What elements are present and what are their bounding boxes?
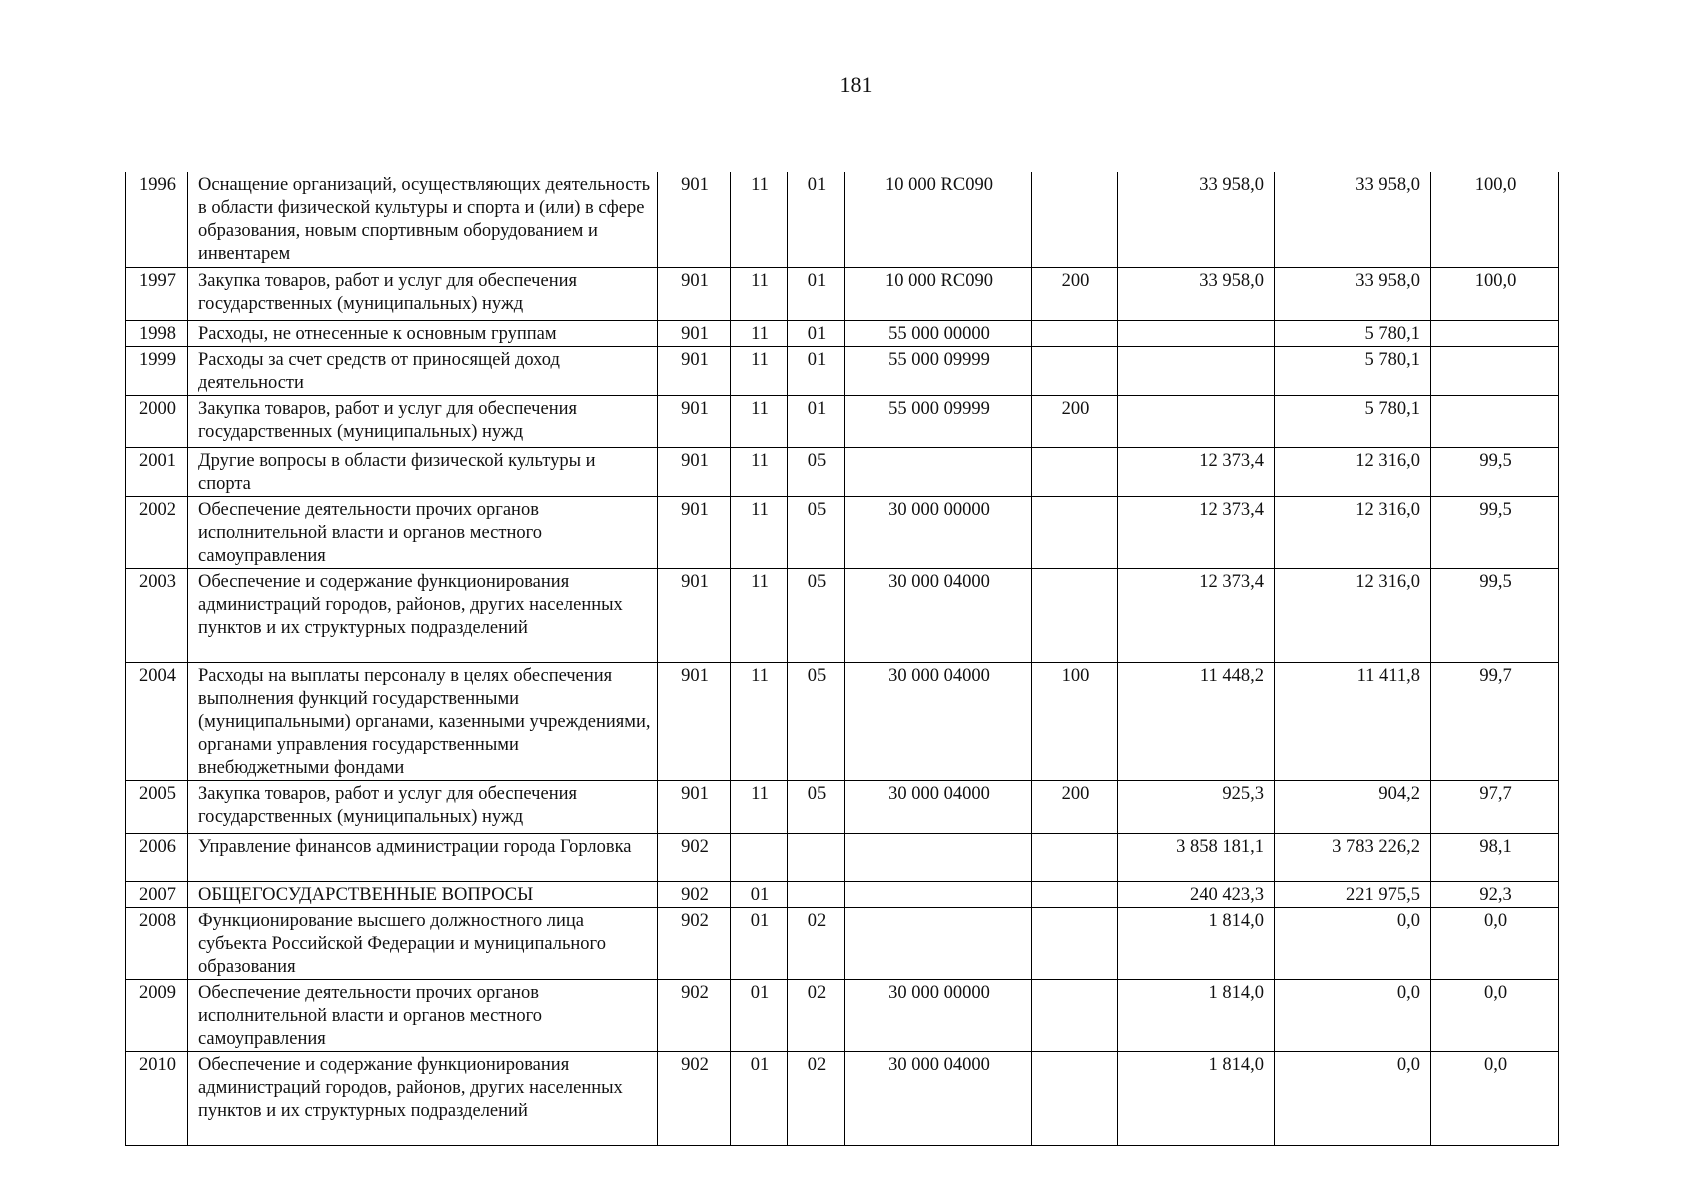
execution-percent-cell: 99,5 bbox=[1431, 447, 1559, 496]
planned-amount-cell: 3 858 181,1 bbox=[1118, 833, 1275, 881]
table-body bbox=[126, 172, 1559, 1145]
table-row bbox=[126, 320, 1559, 346]
actual-amount-cell: 12 316,0 bbox=[1275, 568, 1431, 662]
section-code-cell: 11 bbox=[731, 320, 788, 346]
target-article-cell: 10 000 RC090 bbox=[845, 267, 1032, 320]
actual-amount-cell: 221 975,5 bbox=[1275, 881, 1431, 907]
row-name-cell: Расходы за счет средств от приносящей доход деятельности bbox=[188, 346, 658, 395]
target-article-cell: 30 000 04000 bbox=[845, 1051, 1032, 1145]
table-row bbox=[126, 447, 1559, 496]
table-row bbox=[126, 172, 1559, 267]
expense-type-cell bbox=[1032, 881, 1118, 907]
expense-type-cell: 100 bbox=[1032, 662, 1118, 780]
execution-percent-cell: 0,0 bbox=[1431, 907, 1559, 979]
row-number-cell: 2010 bbox=[126, 1051, 188, 1145]
subsection-code-cell bbox=[788, 833, 845, 881]
planned-amount-cell: 12 373,4 bbox=[1118, 496, 1275, 568]
expense-type-cell bbox=[1032, 568, 1118, 662]
execution-percent-cell: 97,7 bbox=[1431, 780, 1559, 833]
row-number-cell: 1997 bbox=[126, 267, 188, 320]
row-number-cell: 2006 bbox=[126, 833, 188, 881]
table-row bbox=[126, 267, 1559, 320]
section-code-cell: 11 bbox=[731, 447, 788, 496]
row-name-cell: Функционирование высшего должностного лица субъекта Российской Федерации и муниципального образования bbox=[188, 907, 658, 979]
table-row bbox=[126, 979, 1559, 1051]
ved-code-cell: 902 bbox=[658, 907, 731, 979]
section-code-cell: 11 bbox=[731, 346, 788, 395]
row-name-cell: Обеспечение и содержание функционирования администраций городов, районов, других населенных пунктов и их структурных подразделений bbox=[188, 568, 658, 662]
row-name-cell: ОБЩЕГОСУДАРСТВЕННЫЕ ВОПРОСЫ bbox=[188, 881, 658, 907]
row-number-cell: 2001 bbox=[126, 447, 188, 496]
row-name-cell: Обеспечение и содержание функционирования администраций городов, районов, других населенных пунктов и их структурных подразделений bbox=[188, 1051, 658, 1145]
ved-code-cell: 901 bbox=[658, 172, 731, 267]
actual-amount-cell: 0,0 bbox=[1275, 979, 1431, 1051]
row-name-cell: Другие вопросы в области физической культуры и спорта bbox=[188, 447, 658, 496]
execution-percent-cell bbox=[1431, 395, 1559, 447]
actual-amount-cell: 0,0 bbox=[1275, 1051, 1431, 1145]
subsection-code-cell: 02 bbox=[788, 979, 845, 1051]
subsection-code-cell bbox=[788, 881, 845, 907]
execution-percent-cell: 0,0 bbox=[1431, 979, 1559, 1051]
expense-type-cell bbox=[1032, 833, 1118, 881]
execution-percent-cell bbox=[1431, 346, 1559, 395]
target-article-cell: 30 000 00000 bbox=[845, 496, 1032, 568]
table-row bbox=[126, 496, 1559, 568]
actual-amount-cell: 33 958,0 bbox=[1275, 267, 1431, 320]
section-code-cell: 11 bbox=[731, 267, 788, 320]
subsection-code-cell: 05 bbox=[788, 662, 845, 780]
ved-code-cell: 901 bbox=[658, 662, 731, 780]
table-row bbox=[126, 907, 1559, 979]
planned-amount-cell: 240 423,3 bbox=[1118, 881, 1275, 907]
subsection-code-cell: 02 bbox=[788, 907, 845, 979]
row-name-cell: Расходы на выплаты персоналу в целях обеспечения выполнения функций государственными (муниципальными) органами, казенными учреждениями, органами управления государственными внебюджетными фондами bbox=[188, 662, 658, 780]
table-row bbox=[126, 346, 1559, 395]
expense-type-cell bbox=[1032, 346, 1118, 395]
table-row bbox=[126, 662, 1559, 780]
row-name-cell: Оснащение организаций, осуществляющих деятельность в области физической культуры и спорта и (или) в сфере образования, новым спортивным оборудованием и инвентарем bbox=[188, 172, 658, 267]
row-number-cell: 2009 bbox=[126, 979, 188, 1051]
subsection-code-cell: 05 bbox=[788, 780, 845, 833]
planned-amount-cell: 1 814,0 bbox=[1118, 907, 1275, 979]
row-name-cell: Закупка товаров, работ и услуг для обеспечения государственных (муниципальных) нужд bbox=[188, 395, 658, 447]
section-code-cell: 01 bbox=[731, 1051, 788, 1145]
ved-code-cell: 901 bbox=[658, 346, 731, 395]
execution-percent-cell: 98,1 bbox=[1431, 833, 1559, 881]
execution-percent-cell: 92,3 bbox=[1431, 881, 1559, 907]
table-row bbox=[126, 568, 1559, 662]
planned-amount-cell bbox=[1118, 395, 1275, 447]
ved-code-cell: 902 bbox=[658, 979, 731, 1051]
subsection-code-cell: 01 bbox=[788, 267, 845, 320]
actual-amount-cell: 33 958,0 bbox=[1275, 172, 1431, 267]
table-row bbox=[126, 1051, 1559, 1145]
subsection-code-cell: 02 bbox=[788, 1051, 845, 1145]
row-number-cell: 2008 bbox=[126, 907, 188, 979]
target-article-cell: 55 000 09999 bbox=[845, 395, 1032, 447]
expense-type-cell bbox=[1032, 172, 1118, 267]
row-number-cell: 1998 bbox=[126, 320, 188, 346]
target-article-cell: 10 000 RC090 bbox=[845, 172, 1032, 267]
row-name-cell: Обеспечение деятельности прочих органов исполнительной власти и органов местного самоуправления bbox=[188, 979, 658, 1051]
planned-amount-cell: 925,3 bbox=[1118, 780, 1275, 833]
target-article-cell bbox=[845, 881, 1032, 907]
target-article-cell bbox=[845, 447, 1032, 496]
section-code-cell: 11 bbox=[731, 662, 788, 780]
execution-percent-cell: 99,7 bbox=[1431, 662, 1559, 780]
planned-amount-cell bbox=[1118, 320, 1275, 346]
expense-type-cell bbox=[1032, 907, 1118, 979]
page-number: 181 bbox=[839, 72, 873, 97]
subsection-code-cell: 01 bbox=[788, 346, 845, 395]
planned-amount-cell bbox=[1118, 346, 1275, 395]
expense-type-cell bbox=[1032, 1051, 1118, 1145]
planned-amount-cell: 33 958,0 bbox=[1118, 267, 1275, 320]
ved-code-cell: 901 bbox=[658, 780, 731, 833]
execution-percent-cell: 0,0 bbox=[1431, 1051, 1559, 1145]
section-code-cell: 01 bbox=[731, 979, 788, 1051]
section-code-cell: 11 bbox=[731, 395, 788, 447]
row-name-cell: Расходы, не отнесенные к основным группам bbox=[188, 320, 658, 346]
execution-percent-cell: 99,5 bbox=[1431, 496, 1559, 568]
ved-code-cell: 902 bbox=[658, 881, 731, 907]
budget-table bbox=[125, 172, 1559, 1146]
subsection-code-cell: 05 bbox=[788, 496, 845, 568]
row-number-cell: 2003 bbox=[126, 568, 188, 662]
section-code-cell: 01 bbox=[731, 907, 788, 979]
row-number-cell: 2000 bbox=[126, 395, 188, 447]
subsection-code-cell: 01 bbox=[788, 395, 845, 447]
actual-amount-cell: 5 780,1 bbox=[1275, 346, 1431, 395]
target-article-cell: 30 000 04000 bbox=[845, 780, 1032, 833]
section-code-cell: 11 bbox=[731, 780, 788, 833]
ved-code-cell: 901 bbox=[658, 320, 731, 346]
row-number-cell: 1999 bbox=[126, 346, 188, 395]
planned-amount-cell: 12 373,4 bbox=[1118, 447, 1275, 496]
planned-amount-cell: 33 958,0 bbox=[1118, 172, 1275, 267]
ved-code-cell: 902 bbox=[658, 1051, 731, 1145]
ved-code-cell: 901 bbox=[658, 267, 731, 320]
ved-code-cell: 901 bbox=[658, 447, 731, 496]
planned-amount-cell: 1 814,0 bbox=[1118, 1051, 1275, 1145]
row-name-cell: Обеспечение деятельности прочих органов исполнительной власти и органов местного самоуправления bbox=[188, 496, 658, 568]
expense-type-cell bbox=[1032, 447, 1118, 496]
row-number-cell: 2004 bbox=[126, 662, 188, 780]
row-number-cell: 2007 bbox=[126, 881, 188, 907]
target-article-cell: 30 000 04000 bbox=[845, 568, 1032, 662]
execution-percent-cell bbox=[1431, 320, 1559, 346]
target-article-cell bbox=[845, 907, 1032, 979]
actual-amount-cell: 12 316,0 bbox=[1275, 447, 1431, 496]
table-row bbox=[126, 833, 1559, 881]
ved-code-cell: 901 bbox=[658, 568, 731, 662]
execution-percent-cell: 99,5 bbox=[1431, 568, 1559, 662]
execution-percent-cell: 100,0 bbox=[1431, 172, 1559, 267]
subsection-code-cell: 01 bbox=[788, 320, 845, 346]
section-code-cell: 11 bbox=[731, 172, 788, 267]
ved-code-cell: 901 bbox=[658, 395, 731, 447]
target-article-cell: 30 000 04000 bbox=[845, 662, 1032, 780]
subsection-code-cell: 01 bbox=[788, 172, 845, 267]
expense-type-cell bbox=[1032, 320, 1118, 346]
ved-code-cell: 902 bbox=[658, 833, 731, 881]
table-row bbox=[126, 780, 1559, 833]
target-article-cell: 30 000 00000 bbox=[845, 979, 1032, 1051]
actual-amount-cell: 12 316,0 bbox=[1275, 496, 1431, 568]
row-name-cell: Закупка товаров, работ и услуг для обеспечения государственных (муниципальных) нужд bbox=[188, 267, 658, 320]
table-row bbox=[126, 395, 1559, 447]
section-code-cell bbox=[731, 833, 788, 881]
expense-type-cell: 200 bbox=[1032, 267, 1118, 320]
actual-amount-cell: 5 780,1 bbox=[1275, 395, 1431, 447]
planned-amount-cell: 1 814,0 bbox=[1118, 979, 1275, 1051]
row-number-cell: 2002 bbox=[126, 496, 188, 568]
target-article-cell: 55 000 09999 bbox=[845, 346, 1032, 395]
row-name-cell: Управление финансов администрации города Горловка bbox=[188, 833, 658, 881]
expense-type-cell: 200 bbox=[1032, 395, 1118, 447]
target-article-cell: 55 000 00000 bbox=[845, 320, 1032, 346]
actual-amount-cell: 5 780,1 bbox=[1275, 320, 1431, 346]
section-code-cell: 11 bbox=[731, 496, 788, 568]
row-number-cell: 1996 bbox=[126, 172, 188, 267]
expense-type-cell bbox=[1032, 496, 1118, 568]
planned-amount-cell: 12 373,4 bbox=[1118, 568, 1275, 662]
target-article-cell bbox=[845, 833, 1032, 881]
expense-type-cell: 200 bbox=[1032, 780, 1118, 833]
subsection-code-cell: 05 bbox=[788, 447, 845, 496]
actual-amount-cell: 3 783 226,2 bbox=[1275, 833, 1431, 881]
actual-amount-cell: 904,2 bbox=[1275, 780, 1431, 833]
table-row bbox=[126, 881, 1559, 907]
section-code-cell: 11 bbox=[731, 568, 788, 662]
ved-code-cell: 901 bbox=[658, 496, 731, 568]
row-number-cell: 2005 bbox=[126, 780, 188, 833]
actual-amount-cell: 0,0 bbox=[1275, 907, 1431, 979]
subsection-code-cell: 05 bbox=[788, 568, 845, 662]
row-name-cell: Закупка товаров, работ и услуг для обеспечения государственных (муниципальных) нужд bbox=[188, 780, 658, 833]
planned-amount-cell: 11 448,2 bbox=[1118, 662, 1275, 780]
expense-type-cell bbox=[1032, 979, 1118, 1051]
actual-amount-cell: 11 411,8 bbox=[1275, 662, 1431, 780]
execution-percent-cell: 100,0 bbox=[1431, 267, 1559, 320]
section-code-cell: 01 bbox=[731, 881, 788, 907]
